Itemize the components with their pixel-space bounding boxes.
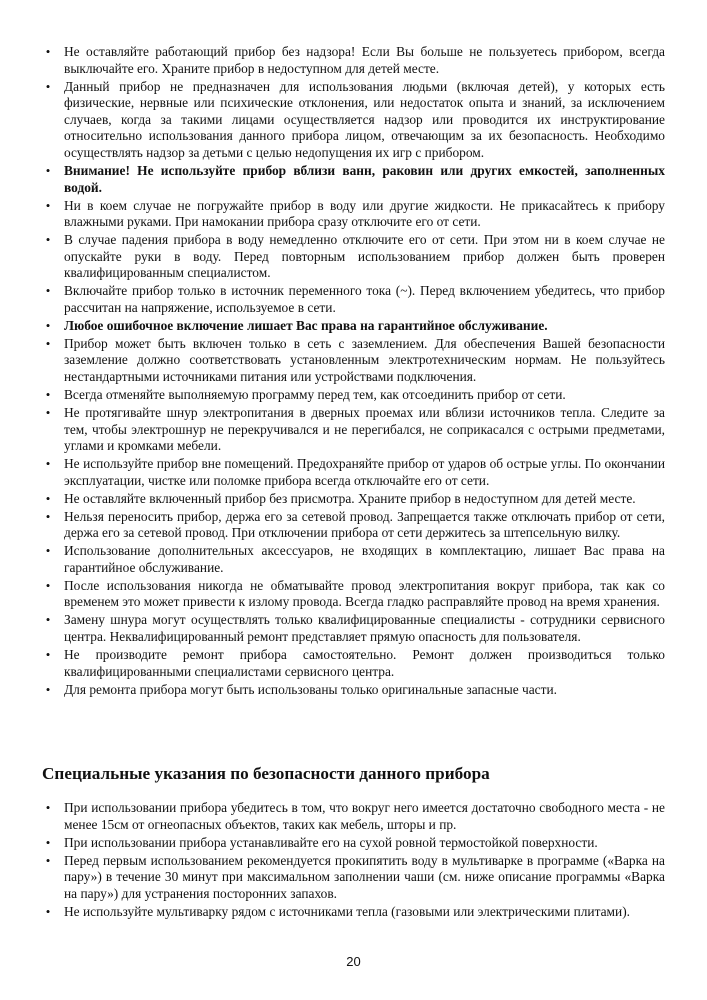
list-item [42,904,665,921]
list-item-text: Не используйте мультиварку рядом с источниками тепла (газовыми или электрическими плитами). [64,903,631,919]
list-item [42,198,665,231]
bullet-icon: • [45,647,51,663]
list-item [42,79,665,162]
list-item [42,647,665,680]
list-item [42,491,665,508]
bullet-icon: • [45,317,51,333]
bullet-icon: • [45,681,51,697]
list-item [42,456,665,489]
bullet-icon: • [45,800,51,815]
list-item [42,835,665,852]
list-item-text: Замену шнура могут осуществлять только квалифицированные специалисты - сотрудники сервисного центра. Неквалифицированный ремонт представляет прямую опасность для пользователя. [64,612,665,645]
bullet-icon: • [45,852,51,868]
bullet-icon: • [45,283,51,299]
bullet-icon: • [45,197,51,213]
list-item [42,509,665,542]
list-item-text: После использования никогда не обматывайте провод электропитания вокруг прибора, так как со временем это может привести к излому провода. Всегда гладко расправляйте провод на время хранения. [64,577,665,610]
bullet-icon: • [45,162,51,178]
list-item [42,543,665,576]
list-item-text: Перед первым использованием рекомендуется прокипятить воду в мультиварке в программе («Варка на пару») в течение 30 минут при максимальном заполнении чаши (см. ниже описание программы «Варка на пару») для устранения посторонних запахов. [64,852,665,901]
bullet-icon: • [45,903,51,919]
list-item-text: Для ремонта прибора могут быть использованы только оригинальные запасные части. [64,681,557,697]
list-item-text: Прибор может быть включен только в сеть с заземлением. Для обеспечения Вашей безопасности заземление должно соответствовать установленным электротехническим нормам. Не пользуйтесь нестандартными источниками питания или устройствами подключения. [64,335,665,385]
list-item [42,44,665,77]
bullet-icon: • [45,577,51,593]
list-item [42,800,665,833]
list-item [42,853,665,903]
list-item [42,682,665,699]
bullet-icon: • [45,44,51,59]
bullet-icon: • [45,335,51,351]
list-item-text: Не протягивайте шнур электропитания в дверных проемах или вблизи источников тепла. Следите за тем, чтобы электрошнур не перекручивался и не перегибался, не соприкасался с острыми предметами, углами и кромками мебели. [64,404,665,454]
list-item [42,283,665,316]
list-item-text: Не оставляйте включенный прибор без присмотра. Храните прибор в недоступном для детей месте. [64,490,636,506]
list-item-text: Не производите ремонт прибора самостоятельно. Ремонт должен производиться только квалифицированными специалистами сервисного центра. [64,647,665,679]
bullet-icon: • [45,508,51,524]
list-item [42,336,665,386]
list-item-text: В случае падения прибора в воду немедленно отключите его от сети. При этом ни в коем случае не опускайте руки в воду. Перед повторным использованием прибор должен быть проверен квалифицированным специалистом. [64,232,665,281]
list-item-text: Нельзя переносить прибор, держа его за сетевой провод. Запрещается также отключать прибор от сети, держа его за сетевой провод. При отключении прибора от сети держитесь за штепсельную вилку. [64,508,665,541]
bullet-icon: • [45,834,51,850]
list-item [42,232,665,282]
bullet-icon: • [45,456,51,472]
list-item-text: Ни в коем случае не погружайте прибор в воду или другие жидкости. Не прикасайтесь к прибору влажными руками. При намокании прибора сразу отключите его от сети. [64,197,665,230]
list-item-text: Не используйте прибор вне помещений. Предохраняйте прибор от ударов об острые углы. По окончании эксплуатации, чистке или поломке прибора всегда отключайте его от сети. [64,456,665,488]
page-number: 20 [346,954,361,969]
list-item-text: При использовании прибора устанавливайте его на сухой ровной термостойкой поверхности. [64,834,598,850]
list-item [42,387,665,404]
list-item [42,318,665,335]
list-item-text: При использовании прибора убедитесь в том, что вокруг него имеется достаточно свободного места - не менее 15см от огнеопасных объектов, таких как мебель, шторы и пр. [64,800,665,832]
bullet-icon: • [45,387,51,402]
list-item-text: Не оставляйте работающий прибор без надзора! Если Вы больше не пользуетесь прибором, всегда выключайте его. Храните прибор в недоступном для детей месте. [64,44,665,76]
special-safety-list [42,800,665,922]
list-item [42,578,665,611]
list-item [42,612,665,645]
list-item-text: Всегда отменяйте выполняемую программу перед тем, как отсоединить прибор от сети. [64,387,566,402]
safety-list [42,44,665,700]
bullet-icon: • [45,78,51,94]
list-item-text: Данный прибор не предназначен для использования людьми (включая детей), у которых есть физические, нервные или психические отклонения, или недостаток опыта и знаний, за исключением случаев, когда за такими лицами осуществляется надзор или проводится их инструктирование относительно использования данного прибора лицом, отвечающим за их безопасность. Необходимо осуществлять надзор за детьми с целью недопущения их игр с прибором. [64,78,665,160]
bullet-icon: • [45,404,51,420]
list-item-text: Внимание! Не используйте прибор вблизи ванн, раковин или других емкостей, заполненных водой. [64,162,665,195]
list-item-text: Включайте прибор только в источник переменного тока (~). Перед включением убедитесь, что прибор рассчитан на напряжение, используемое в сети. [64,283,665,315]
bullet-icon: • [45,543,51,559]
bullet-icon: • [45,232,51,248]
list-item [42,163,665,196]
list-item [42,405,665,455]
bullet-icon: • [45,490,51,506]
list-item-text: Использование дополнительных аксессуаров, не входящих в комплектацию, лишает Вас права на гарантийное обслуживание. [64,543,665,575]
list-item-text: Любое ошибочное включение лишает Вас права на гарантийное обслуживание. [64,317,548,333]
section-heading: Специальные указания по безопасности данного прибора [42,764,490,783]
bullet-icon: • [45,612,51,628]
